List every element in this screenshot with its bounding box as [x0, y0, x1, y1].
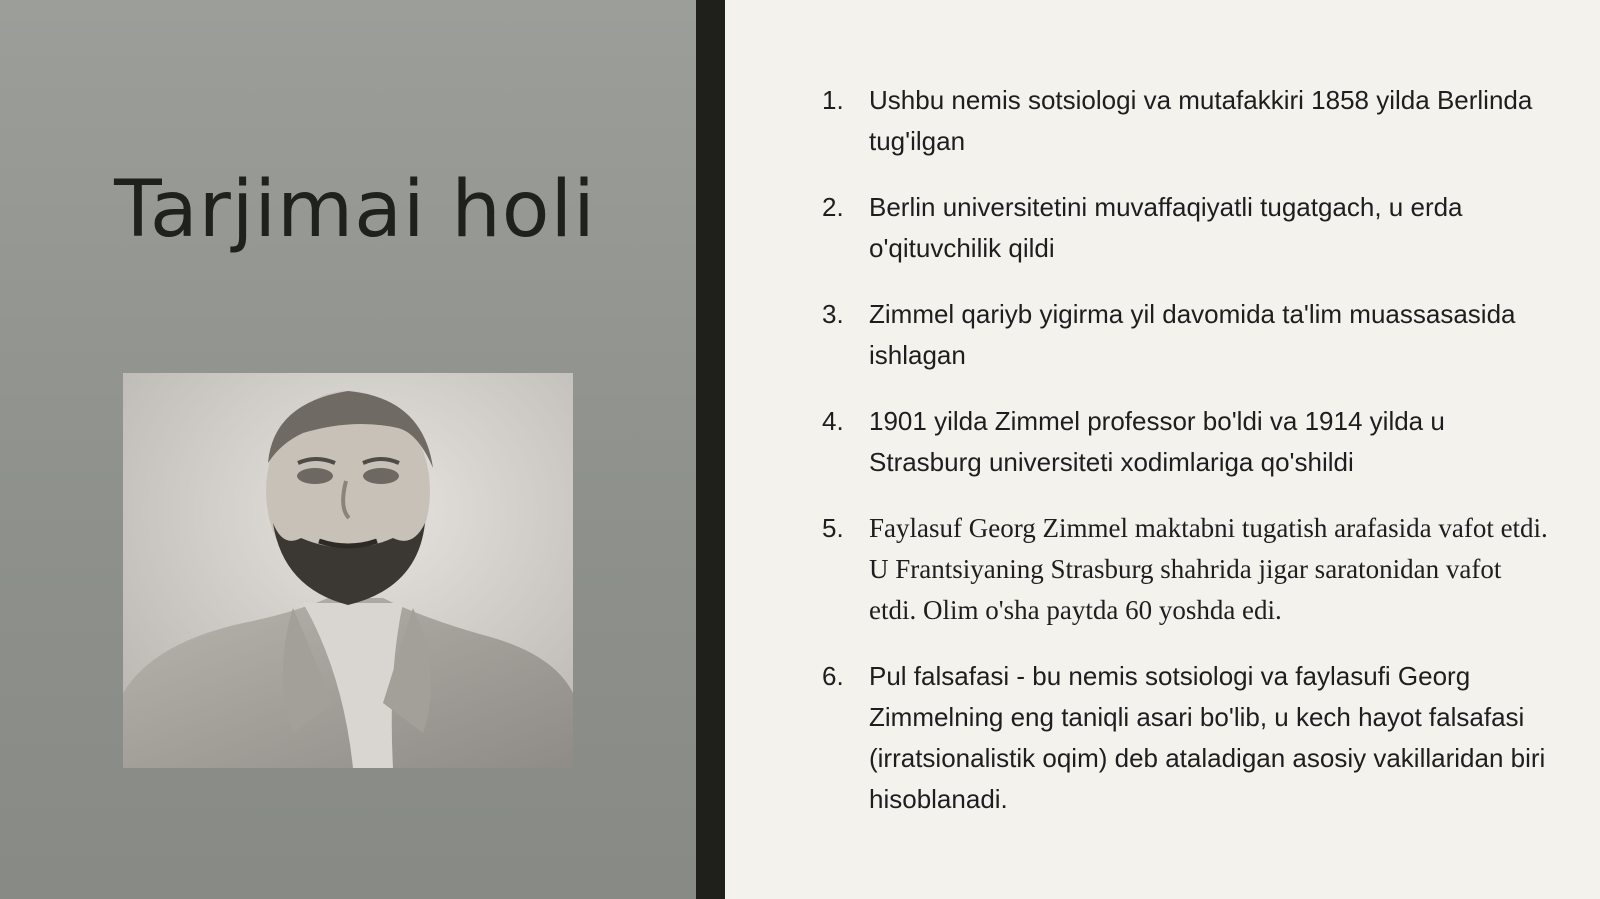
left-panel: [0, 0, 696, 899]
biography-item-6: [818, 656, 1553, 820]
item-text: Berlin universitetini muvaffaqiyatli tugatgach, u erda o'qituvchilik qildi: [869, 192, 1463, 263]
item-text: 1901 yilda Zimmel professor bo'ldi va 1914 yilda u Strasburg universiteti xodimlariga qo'shildi: [869, 406, 1445, 477]
vertical-divider: [696, 0, 725, 899]
item-number: 2.: [822, 192, 844, 222]
item-number: 6.: [822, 661, 844, 691]
item-number: 1.: [822, 85, 844, 115]
biography-item-4: [818, 401, 1553, 483]
item-text: Pul falsafasi - bu nemis sotsiologi va faylasufi Georg Zimmelning eng taniqli asari bo'lib, u kech hayot falsafasi (irratsionalistik oqim) deb ataladigan asosiy vakillaridan biri hisoblanadi.: [869, 661, 1546, 814]
biography-item-1: [818, 80, 1553, 162]
item-text: Faylasuf Georg Zimmel maktabni tugatish arafasida vafot etdi. U Frantsiyaning Strasburg shahrida jigar saratonidan vafot etdi. Olim o'sha paytda 60 yoshda edi.: [869, 513, 1548, 625]
item-text: Zimmel qariyb yigirma yil davomida ta'lim muassasasida ishlagan: [869, 299, 1516, 370]
portrait-photo: [123, 373, 573, 768]
slide-title: Tarjimai holi: [114, 165, 596, 255]
biography-item-3: [818, 294, 1553, 376]
item-number: 5.: [822, 513, 844, 543]
biography-list: [818, 80, 1553, 845]
biography-item-5: [818, 508, 1553, 631]
item-number: 3.: [822, 299, 844, 329]
item-number: 4.: [822, 406, 844, 436]
portrait-image: [123, 373, 573, 768]
biography-item-2: [818, 187, 1553, 269]
item-text: Ushbu nemis sotsiologi va mutafakkiri 1858 yilda Berlinda tug'ilgan: [869, 85, 1533, 156]
